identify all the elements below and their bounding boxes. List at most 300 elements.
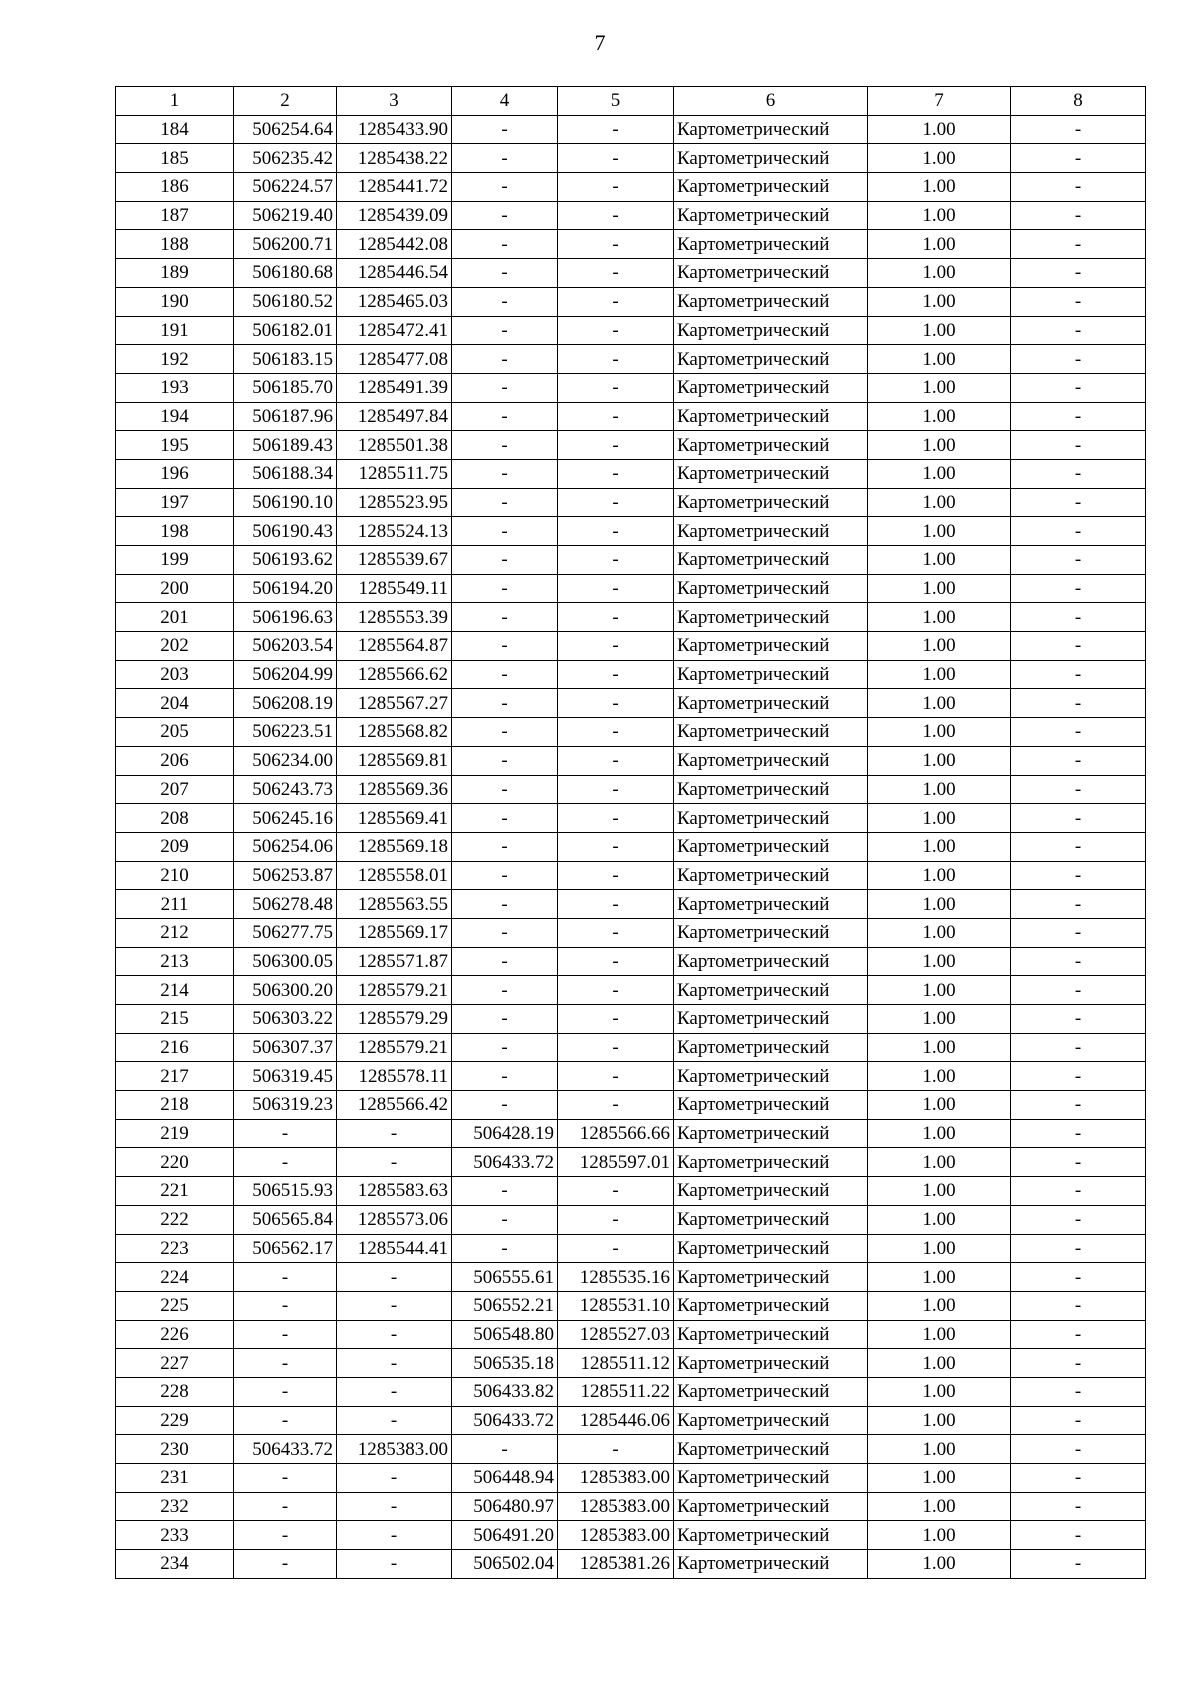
table-cell: 218 [116,1091,234,1120]
table-cell: 232 [116,1492,234,1521]
table-cell: 1285578.11 [337,1062,452,1091]
table-cell: 1.00 [868,287,1011,316]
table-cell: 195 [116,431,234,460]
table-cell: - [452,230,558,259]
table-cell: - [452,976,558,1005]
table-cell: - [452,259,558,288]
table-row [116,201,1146,230]
table-row [116,1091,1146,1120]
table-cell: 506433.72 [234,1435,337,1464]
table-row [116,1550,1146,1579]
table-cell: 1.00 [868,115,1011,144]
table-cell: 1.00 [868,976,1011,1005]
table-cell: 1285569.18 [337,832,452,861]
table-cell: 506196.63 [234,603,337,632]
table-cell: - [452,517,558,546]
table-cell: 221 [116,1177,234,1206]
table-cell: 506190.10 [234,488,337,517]
table-cell: Картометрический [674,173,868,202]
table-row [116,316,1146,345]
table-cell: - [452,1205,558,1234]
table-cell: 222 [116,1205,234,1234]
table-cell: - [558,832,674,861]
table-cell: 1285566.42 [337,1091,452,1120]
table-cell: Картометрический [674,1349,868,1378]
table-row [116,1349,1146,1378]
table-row [116,1406,1146,1435]
table-cell: - [452,775,558,804]
table-cell: 1285569.17 [337,918,452,947]
table-cell: - [1011,1033,1146,1062]
table-cell: 1285465.03 [337,287,452,316]
table-cell: - [558,861,674,890]
table-cell: 506243.73 [234,775,337,804]
table-cell: - [558,689,674,718]
table-cell: 190 [116,287,234,316]
table-cell: 202 [116,632,234,661]
table-cell: 1.00 [868,1263,1011,1292]
table-cell: 506200.71 [234,230,337,259]
table-cell: 506300.20 [234,976,337,1005]
table-row [116,173,1146,202]
table-cell: 506235.42 [234,144,337,173]
table-body [116,115,1146,1578]
table-cell: - [558,1234,674,1263]
table-cell: 205 [116,718,234,747]
table-cell: - [1011,345,1146,374]
table-cell: - [1011,1435,1146,1464]
table-cell: - [558,947,674,976]
table-row [116,1205,1146,1234]
table-cell: 1285433.90 [337,115,452,144]
table-cell: - [452,287,558,316]
table-cell: 207 [116,775,234,804]
table-cell: - [452,632,558,661]
table-cell: 1.00 [868,1320,1011,1349]
table-cell: 216 [116,1033,234,1062]
table-cell: 223 [116,1234,234,1263]
table-cell: - [452,603,558,632]
table-cell: - [452,459,558,488]
table-cell: 506515.93 [234,1177,337,1206]
table-row [116,660,1146,689]
table-cell: - [452,316,558,345]
table-cell: - [558,201,674,230]
table-cell: 506448.94 [452,1464,558,1493]
table-cell: - [452,1091,558,1120]
table-cell: 208 [116,804,234,833]
table-cell: 1.00 [868,1205,1011,1234]
table-cell: 1285579.21 [337,1033,452,1062]
table-cell: 506307.37 [234,1033,337,1062]
table-cell: Картометрический [674,316,868,345]
table-cell: 506552.21 [452,1291,558,1320]
table-cell: 506319.45 [234,1062,337,1091]
table-cell: 184 [116,115,234,144]
table-cell: - [558,431,674,460]
table-cell: Картометрический [674,574,868,603]
table-cell: 210 [116,861,234,890]
table-cell: - [1011,918,1146,947]
table-cell: - [558,1062,674,1091]
table-cell: - [452,861,558,890]
table-cell: - [234,1349,337,1378]
column-header: 6 [674,87,868,116]
table-cell: - [337,1148,452,1177]
table-cell: - [558,115,674,144]
table-cell: - [452,373,558,402]
table-cell: 506188.34 [234,459,337,488]
table-row [116,1320,1146,1349]
table-cell: 185 [116,144,234,173]
table-row [116,517,1146,546]
table-cell: 506562.17 [234,1234,337,1263]
table-cell: - [1011,804,1146,833]
table-cell: Картометрический [674,689,868,718]
table-cell: Картометрический [674,660,868,689]
table-cell: 1.00 [868,1349,1011,1378]
table-cell: 1.00 [868,718,1011,747]
table-cell: 506203.54 [234,632,337,661]
table-cell: - [558,546,674,575]
table-cell: - [1011,517,1146,546]
table-cell: 189 [116,259,234,288]
table-cell: 1285383.00 [337,1435,452,1464]
table-cell: 1285511.12 [558,1349,674,1378]
table-cell: 1285446.06 [558,1406,674,1435]
table-cell: 1.00 [868,259,1011,288]
table-cell: - [1011,718,1146,747]
table-cell: - [337,1291,452,1320]
table-cell: - [452,1033,558,1062]
table-cell: 1285531.10 [558,1291,674,1320]
table-cell: 227 [116,1349,234,1378]
table-cell: Картометрический [674,775,868,804]
table-cell: - [1011,1349,1146,1378]
table-cell: - [337,1492,452,1521]
table-cell: 199 [116,546,234,575]
table-cell: 506219.40 [234,201,337,230]
table-cell: - [1011,1177,1146,1206]
table-cell: Картометрический [674,1377,868,1406]
table-cell: 506189.43 [234,431,337,460]
table-row [116,1005,1146,1034]
table-row [116,259,1146,288]
table-cell: Картометрический [674,1062,868,1091]
table-cell: 506234.00 [234,746,337,775]
table-cell: 506555.61 [452,1263,558,1292]
table-row [116,775,1146,804]
table-cell: 211 [116,890,234,919]
table-cell: 1285535.16 [558,1263,674,1292]
table-row [116,832,1146,861]
table-cell: 1285527.03 [558,1320,674,1349]
table-row [116,603,1146,632]
table-cell: - [1011,230,1146,259]
table-cell: - [1011,632,1146,661]
table-cell: - [558,775,674,804]
table-cell: 231 [116,1464,234,1493]
table-cell: - [1011,431,1146,460]
table-cell: - [452,144,558,173]
table-cell: 506548.80 [452,1320,558,1349]
table-cell: - [452,746,558,775]
table-row [116,488,1146,517]
table-cell: 1285438.22 [337,144,452,173]
table-cell: 506300.05 [234,947,337,976]
table-cell: 1285544.41 [337,1234,452,1263]
table-row [116,144,1146,173]
table-cell: - [558,1177,674,1206]
table-cell: 1.00 [868,632,1011,661]
table-cell: 215 [116,1005,234,1034]
table-cell: 506245.16 [234,804,337,833]
table-cell: 506223.51 [234,718,337,747]
table-cell: Картометрический [674,632,868,661]
table-cell: 192 [116,345,234,374]
table-cell: Картометрический [674,517,868,546]
table-cell: Картометрический [674,1091,868,1120]
table-cell: - [1011,603,1146,632]
table-cell: - [1011,574,1146,603]
table-cell: - [1011,1291,1146,1320]
table-row [116,1492,1146,1521]
table-cell: - [1011,1406,1146,1435]
table-row [116,976,1146,1005]
table-cell: 1285446.54 [337,259,452,288]
table-cell: Картометрический [674,546,868,575]
table-cell: - [558,890,674,919]
table-cell: 506491.20 [452,1521,558,1550]
table-cell: - [234,1377,337,1406]
table-cell: 1.00 [868,373,1011,402]
table-cell: 1285569.41 [337,804,452,833]
table-cell: - [1011,947,1146,976]
table-cell: 506254.64 [234,115,337,144]
table-cell: 1.00 [868,1005,1011,1034]
table-cell: 506182.01 [234,316,337,345]
table-cell: Картометрический [674,1435,868,1464]
table-cell: 506303.22 [234,1005,337,1034]
table-cell: - [558,976,674,1005]
table-cell: Картометрический [674,373,868,402]
table-cell: 506433.72 [452,1148,558,1177]
table-cell: 1.00 [868,173,1011,202]
table-row [116,574,1146,603]
table-cell: 224 [116,1263,234,1292]
table-cell: 1.00 [868,1177,1011,1206]
table-cell: 229 [116,1406,234,1435]
table-cell: 1.00 [868,488,1011,517]
table-cell: - [452,574,558,603]
table-row [116,230,1146,259]
table-cell: Картометрический [674,1263,868,1292]
table-cell: 226 [116,1320,234,1349]
table-cell: Картометрический [674,1119,868,1148]
table-cell: - [234,1119,337,1148]
table-cell: Картометрический [674,1291,868,1320]
table-cell: 506194.20 [234,574,337,603]
table-cell: Картометрический [674,1406,868,1435]
table-cell: - [558,1091,674,1120]
table-cell: Картометрический [674,746,868,775]
column-header: 5 [558,87,674,116]
table-cell: 188 [116,230,234,259]
table-cell: 1285566.62 [337,660,452,689]
table-cell: - [337,1406,452,1435]
table-cell: Картометрический [674,402,868,431]
table-row [116,918,1146,947]
table-cell: 1.00 [868,603,1011,632]
table-cell: 1285567.27 [337,689,452,718]
table-cell: - [234,1550,337,1579]
table-cell: Картометрический [674,1550,868,1579]
table-cell: 506224.57 [234,173,337,202]
table-cell: 217 [116,1062,234,1091]
table-cell: - [452,1062,558,1091]
table-cell: 1285568.82 [337,718,452,747]
table-cell: 1285563.55 [337,890,452,919]
table-cell: 214 [116,976,234,1005]
table-cell: 1.00 [868,660,1011,689]
table-cell: Картометрический [674,947,868,976]
table-cell: - [452,546,558,575]
table-cell: - [452,431,558,460]
table-cell: Картометрический [674,1464,868,1493]
table-cell: 219 [116,1119,234,1148]
table-cell: 225 [116,1291,234,1320]
table-cell: 1.00 [868,1091,1011,1120]
table-cell: - [558,402,674,431]
table-cell: 1285383.00 [558,1521,674,1550]
table-cell: - [1011,832,1146,861]
table-cell: - [1011,259,1146,288]
table-cell: 1.00 [868,804,1011,833]
table-cell: Картометрический [674,287,868,316]
table-cell: - [1011,1062,1146,1091]
table-row [116,718,1146,747]
table-cell: - [234,1464,337,1493]
table-cell: 1.00 [868,890,1011,919]
table-cell: - [337,1349,452,1378]
table-row [116,459,1146,488]
table-cell: 506254.06 [234,832,337,861]
table-row [116,1234,1146,1263]
table-cell: 1.00 [868,1377,1011,1406]
table-cell: - [1011,1091,1146,1120]
table-cell: - [1011,373,1146,402]
table-cell: 1.00 [868,144,1011,173]
table-cell: Картометрический [674,201,868,230]
table-row [116,1377,1146,1406]
table-cell: 1285441.72 [337,173,452,202]
table-cell: 1.00 [868,431,1011,460]
table-cell: Картометрический [674,1234,868,1263]
table-cell: 506565.84 [234,1205,337,1234]
table-cell: 506185.70 [234,373,337,402]
table-cell: 1285439.09 [337,201,452,230]
table-cell: 1.00 [868,1464,1011,1493]
table-cell: 206 [116,746,234,775]
table-cell: - [452,660,558,689]
table-cell: 1.00 [868,1521,1011,1550]
table-cell: Картометрический [674,115,868,144]
table-cell: - [558,574,674,603]
table-cell: - [558,230,674,259]
table-cell: - [234,1406,337,1435]
column-header: 2 [234,87,337,116]
table-cell: 506253.87 [234,861,337,890]
table-cell: 506193.62 [234,546,337,575]
table-cell: - [452,345,558,374]
table-cell: - [1011,115,1146,144]
table-cell: 1.00 [868,1062,1011,1091]
table-cell: Картометрический [674,1521,868,1550]
table-row [116,890,1146,919]
table-row [116,1263,1146,1292]
table-cell: 506208.19 [234,689,337,718]
table-cell: - [234,1148,337,1177]
table-cell: 506480.97 [452,1492,558,1521]
table-cell: - [558,144,674,173]
table-cell: Картометрический [674,259,868,288]
table-cell: - [1011,1005,1146,1034]
table-cell: - [234,1492,337,1521]
table-cell: 234 [116,1550,234,1579]
table-cell: 506535.18 [452,1349,558,1378]
table-cell: 1.00 [868,345,1011,374]
table-cell: - [234,1263,337,1292]
table-cell: - [1011,1205,1146,1234]
table-cell: - [452,804,558,833]
table-cell: - [337,1263,452,1292]
table-row [116,947,1146,976]
table-cell: - [1011,287,1146,316]
table-cell: 1285571.87 [337,947,452,976]
table-cell: - [1011,1377,1146,1406]
table-cell: - [234,1521,337,1550]
table-cell: - [558,804,674,833]
table-cell: Картометрический [674,1033,868,1062]
table-cell: - [1011,173,1146,202]
table-cell: - [452,947,558,976]
table-cell: 204 [116,689,234,718]
table-row [116,287,1146,316]
table-row [116,402,1146,431]
table-cell: 506319.23 [234,1091,337,1120]
table-row [116,1435,1146,1464]
table-cell: 1285383.00 [558,1492,674,1521]
table-row [116,1119,1146,1148]
table-cell: 1.00 [868,947,1011,976]
table-cell: - [558,746,674,775]
table-cell: - [1011,1148,1146,1177]
table-cell: 196 [116,459,234,488]
table-cell: - [1011,1521,1146,1550]
table-cell: - [1011,861,1146,890]
table-cell: - [1011,201,1146,230]
table-cell: - [337,1377,452,1406]
table-cell: 1285549.11 [337,574,452,603]
table-cell: - [452,201,558,230]
column-header: 4 [452,87,558,116]
table-cell: - [337,1550,452,1579]
table-row [116,1148,1146,1177]
table-cell: Картометрический [674,1177,868,1206]
table-cell: - [452,1435,558,1464]
table-cell: - [1011,144,1146,173]
table-cell: - [1011,1320,1146,1349]
